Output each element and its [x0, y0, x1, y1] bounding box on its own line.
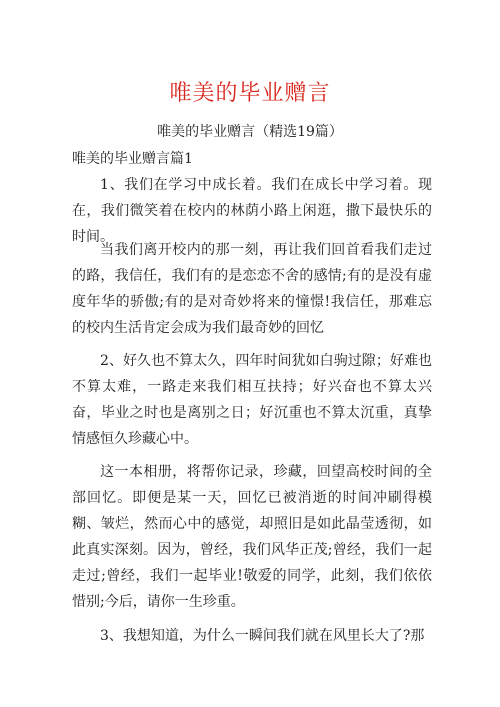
paragraph-1: 1、我们在学习中成长着。我们在成长中学习着。现在，我们微笑着在校内的林荫小路上闲逛，撒下最快乐的时间。 — [72, 177, 432, 245]
paragraph-5: 3、我想知道，为什么一瞬间我们就在风里长大了?那 — [100, 628, 425, 644]
paragraph-4: 这一本相册，将帮你记录，珍藏，回望高校时间的全部回忆。即便是某一天，回忆已被消逝的时间冲刷得模糊、皱烂，然而心中的感觉，却照旧是如此晶莹透彻，如此真实深刻。因为，曾经，我们风华正茂;曾经，我们一起走过;曾经，我们一起毕业!敬爱的同学，此刻，我们依依惜别;今后，请你一生珍重。 — [72, 464, 432, 610]
paragraph-3: 2、好久也不算太久，四年时间犹如白驹过隙；好难也不算太难，一路走来我们相互扶持；好兴奋也不算太兴奋，毕业之时也是离别之日；好沉重也不算太沉重，真挚情感恒久珍藏心中。 — [72, 353, 432, 447]
paragraph-2: 当我们离开校内的那一刻，再让我们回首看我们走过的路，我信任，我们有的是恋恋不舍的感情;有的是没有虚度年华的骄傲;有的是对奇妙将来的憧憬!我信任，那难忘的校内生活肯定会成为我们最奇妙的回忆 — [72, 242, 432, 336]
document-subtitle: 唯美的毕业赠言（精选19篇） — [157, 124, 343, 140]
document-title: 唯美的毕业赠言 — [169, 81, 331, 106]
section-heading: 唯美的毕业赠言篇1 — [72, 151, 193, 167]
